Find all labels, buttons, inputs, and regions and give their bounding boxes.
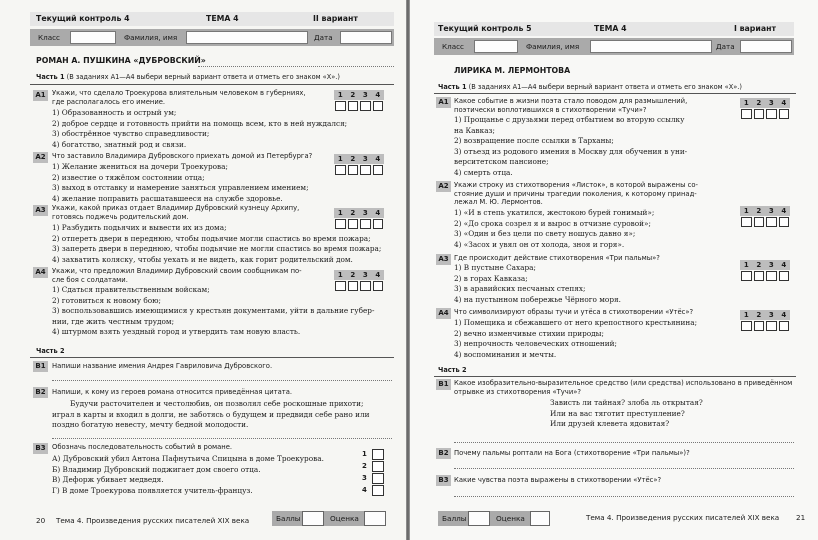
question-number: А4	[33, 267, 48, 278]
answer-box[interactable]	[766, 271, 777, 281]
part1-heading	[438, 83, 742, 91]
answer-grid[interactable]: 1 2 3 4	[740, 206, 790, 227]
chapter-title: Тема 4. Произведения русских писателей XIX века	[56, 516, 250, 525]
question-number: А4	[436, 308, 451, 319]
answer-options: 1) В пустыне Сахара; 2) в горах Кавказа; 3) в аравийских песчаных степях; 4) на пустынном побережье Чёрного моря.	[454, 263, 621, 304]
question-number: В2	[436, 448, 451, 459]
page-number: 20	[36, 516, 46, 525]
date-label: Дата	[716, 42, 735, 51]
question-text: Что символизируют образы тучи и утёса в стихотворении «Утёс»?	[454, 308, 694, 316]
name-field[interactable]	[186, 31, 308, 44]
question-number: А1	[436, 97, 451, 108]
class-label: Класс	[38, 33, 61, 42]
date-field[interactable]	[340, 31, 392, 44]
answer-grid[interactable]: 1 2 3 4	[334, 208, 384, 229]
question-text: Напиши название имения Андрея Гавриловича Дубровского.	[52, 362, 273, 370]
question-number: А2	[436, 181, 451, 192]
question-text: Какие чувства поэта выражены в стихотворении «Утёс»?	[454, 476, 662, 484]
question-text: Укажи, какой приказ отдает Владимир Дубровский кузнецу Архипу, готовясь поджечь родительский дом.	[52, 204, 300, 221]
question-text: Где происходит действие стихотворения «Три пальмы»?	[454, 254, 660, 262]
sequence-box[interactable]	[372, 485, 384, 496]
answer-box[interactable]	[779, 321, 790, 331]
question-text: Почему пальмы роптали на Бога (стихотворение «Три пальмы»)?	[454, 449, 690, 457]
question-text: Обозначь последовательность событий в романе.	[52, 443, 233, 451]
answer-box[interactable]	[348, 165, 359, 175]
page-number: 21	[796, 513, 806, 522]
theme-label: ТЕМА 4	[594, 24, 627, 33]
question-number: А2	[33, 152, 48, 163]
answer-box[interactable]	[754, 271, 765, 281]
answer-grid[interactable]: 1 2 3 4	[334, 90, 384, 111]
answer-box[interactable]	[766, 217, 777, 227]
part2-rule	[434, 376, 796, 377]
chapter-title: Тема 4. Произведения русских писателей XIX века	[586, 513, 780, 522]
class-field[interactable]	[474, 40, 518, 53]
title-rule	[198, 66, 394, 67]
part1-heading	[36, 73, 340, 81]
sequence-box[interactable]	[372, 461, 384, 472]
answer-box[interactable]	[741, 109, 752, 119]
sequence-box[interactable]	[372, 473, 384, 484]
question-number: В1	[33, 361, 48, 372]
part1-instruction: (В заданиях А1—А4 выбери верный вариант ответа и отметь его знаком «Х».)	[66, 73, 340, 81]
answer-options: 1) Разбудить подьячих и вывести их из дома; 2) отперетъ двери в переднюю, чтобы подьячие могли спастись во время пожара; 3) запереть двери в переднюю, чтобы подьячие не могли спастись во время пожара; 4) захватить коляску, чтобы уехать и не видеть, как горит родительский дом.	[52, 223, 382, 264]
question-number: В3	[436, 475, 451, 486]
question-number: В1	[436, 379, 451, 390]
question-number: А3	[436, 254, 451, 265]
control-label: Текущий контроль 5	[438, 24, 532, 33]
name-label: Фамилия, имя	[124, 33, 178, 42]
class-label: Класс	[442, 42, 465, 51]
name-label: Фамилия, имя	[526, 42, 580, 51]
part1-rule	[30, 84, 394, 85]
question-number: А1	[33, 90, 48, 101]
quote: Будучи расточителен и честолюбив, он позволял себе роскошные прихоти; играл в карты и входил в долги, не заботясь о будущем и предвидя себе рано или поздно богатую невесту, мечту бедной молодости.	[52, 399, 370, 430]
question-number: А3	[33, 205, 48, 216]
date-field[interactable]	[740, 40, 792, 53]
answer-options: 1) Помещика и сбежавшего от него крепостного крестьянина; 2) вечно изменчивые стихии природы; 3) непрочность человеческих отношений; 4) воспоминания и мечты.	[454, 318, 698, 359]
answer-options: 1) Сдаться правительственным войскам; 2) готовиться к новому бою; 3) воспользовавшись имеющимися у крестьян документами, уйти в дальние губер- нии, где жить честным трудом; 4) штурмом взять уездный город и утвердить там новую власть.	[52, 285, 375, 337]
question-text: Укажи, что предложил Владимир Дубровский своим сообщникам по- сле боя с солдатами.	[52, 267, 302, 284]
grade-label: Оценка	[330, 514, 359, 523]
variant-label: I вариант	[734, 24, 777, 33]
answer-grid[interactable]: 1 2 3 4	[740, 98, 790, 119]
answer-box[interactable]	[766, 321, 777, 331]
question-text: Укажи строку из стихотворения «Листок», в которой выражены со- стояние души и причины трагедии поколения, к которому принад- лежал М. Ю. Лермонтов.	[454, 181, 698, 207]
student-fields	[434, 38, 794, 55]
answer-box[interactable]	[779, 271, 790, 281]
score-band	[272, 511, 386, 526]
header-band	[434, 22, 794, 36]
score-label: Баллы	[276, 514, 301, 523]
answer-box[interactable]	[373, 165, 384, 175]
answer-box[interactable]	[360, 165, 371, 175]
question-number: В3	[33, 443, 48, 454]
class-field[interactable]	[70, 31, 116, 44]
part2-rule	[30, 357, 394, 358]
part1-label: Часть 1	[36, 73, 65, 81]
answer-grid[interactable]: 1 2 3 4	[740, 260, 790, 281]
part1-rule	[434, 93, 796, 94]
answer-box[interactable]	[766, 109, 777, 119]
answer-options: 1) Образованность и острый ум; 2) доброе сердце и готовность прийти на помощь всем, кто в ней нуждался; 3) обострённое чувство справедливости; 4) богатство, знатный род и связи.	[52, 108, 348, 149]
question-number: В2	[33, 387, 48, 398]
page-title: РОМАН А. ПУШКИНА «ДУБРОВСКИЙ»	[36, 56, 206, 65]
question-text: Какое изобразительно-выразительное средство (или средства) использовано в приведённом отрывке из стихотворения «Тучи»?	[454, 379, 793, 396]
answer-box[interactable]	[741, 321, 752, 331]
answer-line[interactable]	[454, 468, 794, 469]
answer-box[interactable]	[348, 101, 359, 111]
answer-box[interactable]	[741, 217, 752, 227]
score-field[interactable]	[468, 511, 490, 526]
question-text: Какое событие в жизни поэта стало поводом для размышлений, поэтически воплотившихся в стихотворении «Тучи»?	[454, 97, 688, 114]
student-fields	[30, 29, 394, 46]
score-field[interactable]	[302, 511, 324, 526]
answer-grid[interactable]: 1 2 3 4	[334, 154, 384, 175]
answer-line[interactable]	[454, 496, 794, 497]
question-text: Что заставило Владимира Дубровского приехать домой из Петербурга?	[52, 152, 313, 160]
score-band	[438, 511, 550, 526]
page-title: ЛИРИКА М. ЛЕРМОНТОВА	[454, 66, 571, 75]
score-label: Баллы	[442, 514, 467, 523]
answer-grid[interactable]: 1 2 3 4	[334, 270, 384, 291]
part1-instruction: (В заданиях А1—А4 выбери верный вариант ответа и отметь его знаком «Х».)	[468, 83, 742, 91]
date-label: Дата	[314, 33, 333, 42]
question-text: Напиши, к кому из героев романа относится приведённая цитата.	[52, 388, 293, 396]
answer-options: 1) Прощанье с друзьями перед отбытием во вторую ссылку на Кавказ; 2) возвращение после ссылки в Тарханы; 3) отъезд из родового имения в Москву для обучения в уни- верситетском пансионе; 4) смерть отца.	[454, 115, 688, 177]
grade-field[interactable]	[364, 511, 386, 526]
answer-line[interactable]	[52, 380, 392, 381]
part2-label: Часть 2	[36, 347, 65, 355]
answer-box[interactable]	[779, 109, 790, 119]
right-page	[410, 0, 818, 540]
question-text: Укажи, что сделало Троекурова влиятельным человеком в губерниях, где располагалось его имение.	[52, 89, 306, 106]
theme-label: ТЕМА 4	[206, 14, 239, 23]
part1-label: Часть 1	[438, 83, 467, 91]
part2-label: Часть 2	[438, 366, 467, 374]
answer-box[interactable]	[373, 101, 384, 111]
grade-label: Оценка	[496, 514, 525, 523]
left-page	[0, 0, 406, 540]
part2-heading	[36, 347, 65, 355]
grade-field[interactable]	[530, 511, 550, 526]
answer-options: 1) Желание жениться на дочери Троекурова; 2) известие о тяжёлом состоянии отца; 3) выход в отставку и намерение заняться управлением имением; 4) желание поправить расшатавшееся на службе здоровье.	[52, 162, 309, 203]
event-options: А) Дубровский убил Антона Пафнутьича Спицына в доме Троекурова. Б) Владимир Дубровский поджигает дом своего отца. В) Дефорж убивает медведя. Г) В доме Троекурова появляется учитель-француз.	[52, 454, 324, 495]
answer-box[interactable]	[754, 217, 765, 227]
answer-box[interactable]	[754, 321, 765, 331]
answer-box[interactable]	[360, 101, 371, 111]
answer-box[interactable]	[754, 109, 765, 119]
sequence-box[interactable]	[372, 449, 384, 460]
answer-options: 1) «И в степь укатился, жестокою бурей гонимый»; 2) «До срока созрел я и вырос в отчизне суровой»; 3) «Один и без цели по свету ношусь давно я»; 4) «Засох и увял он от холода, зноя и горя».	[454, 208, 655, 249]
quote: Зависть ли тайная? злоба ль открытая? Или на вас тяготит преступление? Или друзей клевета ядовитая?	[550, 398, 703, 429]
answer-line[interactable]	[52, 438, 392, 439]
answer-grid[interactable]: 1 2 3 4	[740, 310, 790, 331]
answer-box[interactable]	[741, 271, 752, 281]
answer-box[interactable]	[779, 217, 790, 227]
name-field[interactable]	[590, 40, 712, 53]
part2-heading	[438, 366, 467, 374]
sequence-boxes: 1 2 3 4	[362, 449, 386, 497]
control-label: Текущий контроль 4	[36, 14, 130, 23]
answer-box[interactable]	[335, 165, 346, 175]
header-band	[30, 12, 394, 26]
variant-label: II вариант	[313, 14, 358, 23]
answer-line[interactable]	[454, 442, 794, 443]
